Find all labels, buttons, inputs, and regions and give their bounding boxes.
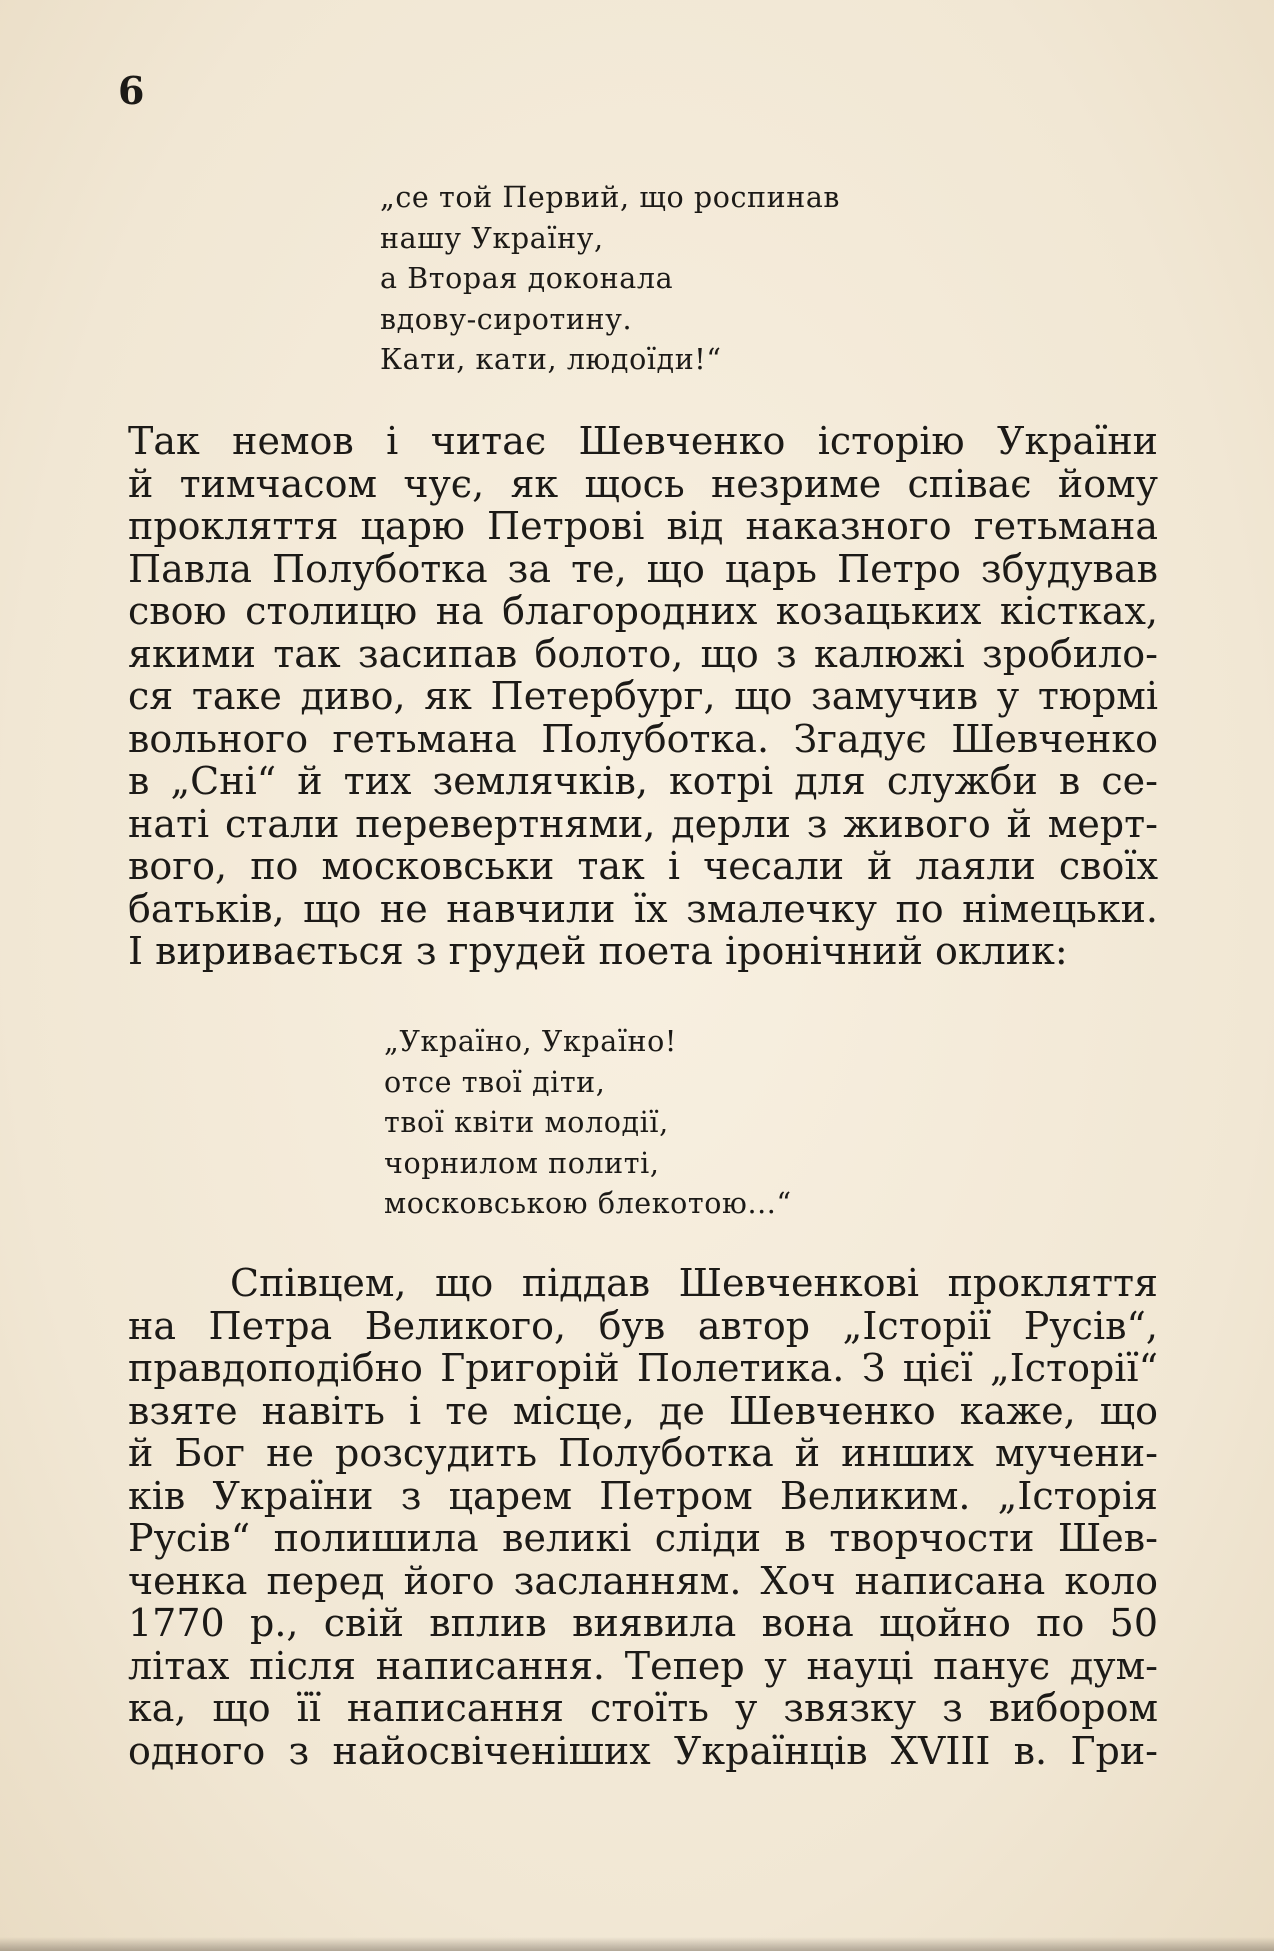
text-line: прокляття царю Петрові від наказного гетьмана — [128, 504, 1158, 548]
verse-line: московською блекотою...“ — [384, 1187, 792, 1220]
verse-line: нашу Україну, — [380, 221, 604, 255]
text-line: Русів“ полишила великі сліди в творчости Шев- — [128, 1516, 1158, 1560]
text-line: батьків, що не навчили їх змалечку по німецьки. — [128, 886, 1158, 931]
text-line: й тимчасом чує, як щось незриме співає йому — [128, 461, 1158, 506]
text-line: вого, по московськи так і чесали й лаяли своїх — [128, 844, 1158, 888]
text-line: взяте навіть і те місце, де Шевченко каже, що — [128, 1388, 1158, 1433]
verse-line: чорнилом политі, — [384, 1146, 660, 1180]
text-line: Так немов і читає Шевченко історію України — [128, 419, 1158, 463]
text-line: одного з найосвіченіших Українців XVIII в. Гри- — [128, 1728, 1158, 1773]
text-line: 1770 р., свій вплив виявила вона щойно по 50 — [128, 1601, 1158, 1645]
text-line: вольного гетьмана Полуботка. Згадує Шевченко — [128, 716, 1158, 761]
text-line: наті стали перевертнями, дерли з живого й мерт- — [128, 801, 1158, 846]
text-line: в „Сні“ й тих землячків, котрі для служби в се- — [128, 759, 1158, 803]
verse-quote-2 — [384, 1022, 792, 1225]
page-number: 6 — [118, 68, 145, 113]
text-line: правдоподібно Григорій Полетика. З цієї „Історії“ — [128, 1346, 1158, 1390]
verse-line: а Вторая доконала — [380, 262, 674, 295]
text-line: ків України з царем Петром Великим. „Історія — [128, 1473, 1158, 1518]
paragraph-1 — [128, 420, 1158, 973]
verse-line: вдову-сиротину. — [380, 302, 633, 336]
paragraph-2 — [128, 1262, 1158, 1772]
text-line: Павла Полуботка за те, що царь Петро збудував — [128, 546, 1158, 591]
verse-line: твої квіти молодії, — [384, 1106, 669, 1139]
text-line: якими так засипав болото, що з калюжі зробило- — [128, 631, 1158, 676]
text-line: свою столицю на благородних козацьких кістках, — [128, 589, 1158, 633]
verse-line: отсе твої діти, — [384, 1065, 606, 1099]
text-line: літах після написання. Тепер у науці панує дум- — [128, 1643, 1158, 1688]
verse-line: „Україно, Україно! — [384, 1025, 677, 1058]
verse-quote-1 — [380, 178, 840, 381]
text-line: ченка перед його засланням. Хоч написана коло — [128, 1558, 1158, 1603]
text-line: на Петра Великого, був автор „Історії Русів“, — [128, 1303, 1158, 1348]
page-bottom-edge — [0, 1937, 1274, 1951]
text-line: й Бог не розсудить Полуботка й инших мучени- — [128, 1431, 1158, 1475]
verse-line: Кати, кати, людоїди!“ — [380, 343, 722, 376]
text-line: Співцем, що піддав Шевченкові прокляття — [230, 1261, 1158, 1305]
verse-line: „се той Первий, що роспинав — [380, 181, 841, 214]
text-line: ка, що її написання стоїть у звязку з вибором — [128, 1686, 1158, 1730]
text-line: ся таке диво, як Петербург, що замучив у тюрмі — [128, 674, 1158, 718]
text-line: І виривається з грудей поета іронічний оклик: — [128, 929, 1068, 973]
